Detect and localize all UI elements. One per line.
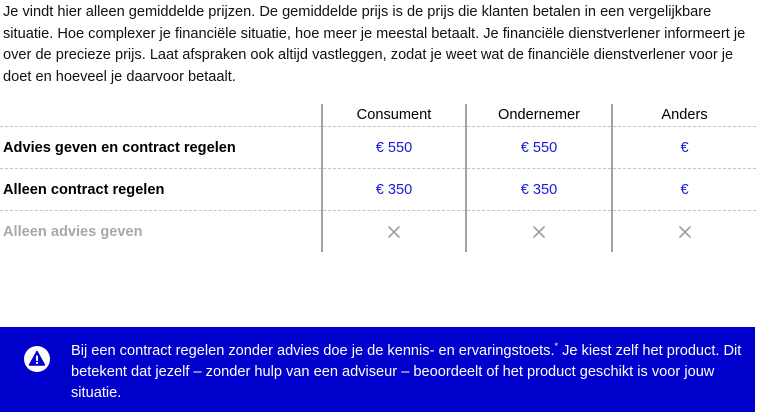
x-icon [679,226,691,238]
price-ondernemer: € 350 [466,169,612,211]
unavailable-cell-anders [612,211,756,253]
unavailable-cell-ondernemer [466,211,612,253]
warning-icon [24,346,50,372]
notice-text [71,341,747,404]
unavailable-cell-consument [322,211,466,253]
price-anders: € [612,169,756,211]
price-table [0,104,756,252]
footnote-marker: * [554,341,559,352]
column-header-anders: Anders [612,104,756,127]
price-anders: € [612,127,756,169]
notice-text-after: Je kiest zelf het product. Dit betekent dat jezelf – zonder hulp van een adviseur – beoordeelt of het product geschikt is voor jouw situatie. [71,343,742,401]
table-row [0,211,756,253]
row-label-alleen-advies: Alleen advies geven [3,223,143,240]
price-consument: € 350 [322,169,466,211]
price-consument: € 550 [322,127,466,169]
column-header-ondernemer: Ondernemer [466,104,612,127]
table-row [0,127,756,169]
x-icon [388,226,400,238]
intro-text: Je vindt hier alleen gemiddelde prijzen. De gemiddelde prijs is de prijs die klanten betalen in een vergelijkbare situatie. Hoe complexer je financiële situatie, hoe meer je meestal betaalt. Je financiële dienstverlener informeert je over de precieze prijs. Laat afspraken ook altijd vastleggen, zodat je weet wat de financiële dienstverlener voor je doet en hoeveel je daarvoor betaalt. [3,4,746,85]
table-row [0,169,756,211]
info-notice [0,327,755,412]
price-ondernemer: € 550 [466,127,612,169]
table-header-row [0,104,756,127]
row-label-advies-en-contract: Advies geven en contract regelen [0,127,322,169]
x-icon [533,226,545,238]
column-header-consument: Consument [322,104,466,127]
header-empty-cell [0,104,322,127]
row-label-alleen-contract: Alleen contract regelen [0,169,322,211]
notice-text-before: Bij een contract regelen zonder advies doe je de kennis- en ervaringstoets. [71,343,555,359]
